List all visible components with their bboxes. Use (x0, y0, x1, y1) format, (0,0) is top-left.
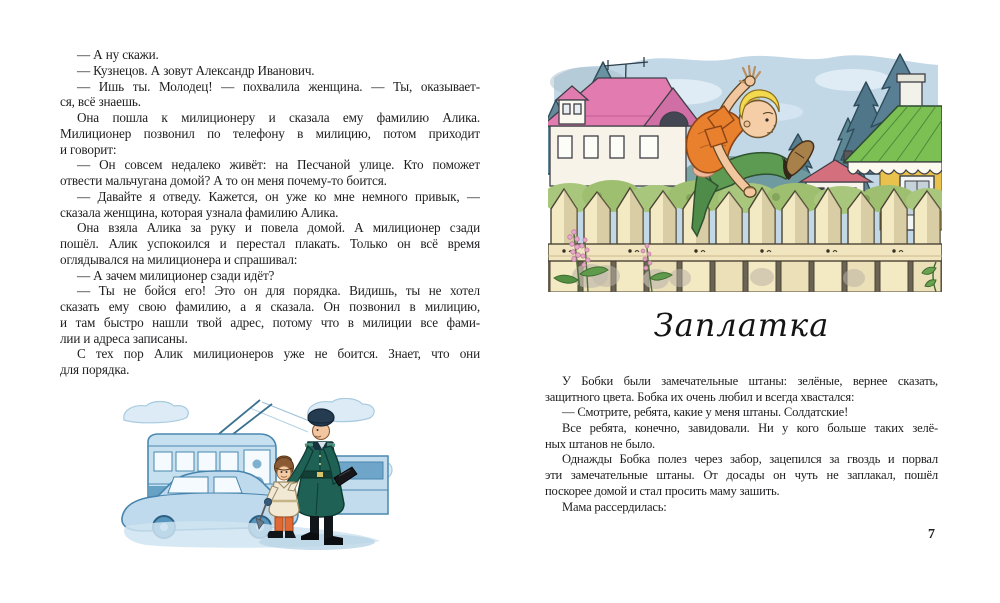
text-line: — Он совсем недалеко живёт: на Песчаной улице. Кто поможет (77, 157, 480, 173)
text-line: — А зачем милиционер сзади идёт? (77, 267, 275, 283)
right-page-text (545, 374, 938, 515)
illustration-boy-on-fence (548, 48, 942, 292)
text-line: ных штанов не было. (545, 436, 655, 451)
text-line: эти замечательные штаны. От досады он чуть не заплакал, пошёл (545, 468, 938, 483)
text-line: Она пошла к милиционеру и сказала ему фамилию Алика. (77, 110, 480, 125)
text-line: Однажды Бобка полез через забор, зацепился за гвоздь и порвал (562, 452, 938, 467)
text-line: и говорит: (60, 141, 117, 157)
text-line: ся, всё знаешь. (60, 94, 141, 110)
text-line: сказала женщина, которая узнала фамилию Алика. (60, 204, 339, 220)
text-line: — Ишь ты. Молодец! — похвалила женщина. — Ты, оказывает- (77, 78, 480, 94)
left-page-text (60, 47, 480, 378)
page-number: 7 (928, 527, 935, 542)
text-line: оглядывался на милиционера и спрашивал: (60, 251, 298, 267)
text-line: — Смотрите, ребята, какие у меня штаны. Солдатские! (562, 405, 849, 420)
text-line: и там быстро нашли твой адрес, потому что в милиции все фами- (60, 314, 480, 330)
policeman (286, 409, 357, 545)
text-line: лии и адреса записаны. (60, 330, 188, 346)
text-line: Она взяла Алика за руку и повела домой. А милиционер сзади (77, 220, 480, 236)
text-line: для порядка. (60, 362, 130, 377)
text-line: защитного цвета. Бобка их очень любил и всегда хвастался: (545, 389, 855, 404)
text-line: С тех пор Алик милиционеров уже не боится. Знает, что они (77, 346, 480, 362)
text-line: — Ты не бойся его! Это он для порядка. Видишь, ты не хотел (77, 283, 480, 299)
text-line: поскорее домой и стал просить маму зашить. (545, 483, 780, 498)
text-line: отвести мальчугана домой? А то он меня почему-то боится. (60, 173, 387, 188)
text-line: — А ну скажи. (77, 47, 159, 62)
road-wash (124, 521, 380, 550)
text-line: пошёл. Алик успокоился и перестал плакать. Только он всё время (60, 236, 480, 251)
text-line: — Кузнецов. А зовут Александр Иванович. (77, 62, 315, 78)
text-line: сказать ему свою фамилию, а я сказала. Он позвонил в милицию, (60, 299, 480, 314)
text-line: Все ребята, конечно, завидовали. Ни у кого больше таких зелё- (562, 421, 938, 436)
text-line: Мама рассердилась: (562, 499, 667, 514)
text-line: — Давайте я отведу. Кажется, он уже ко мне немного привык, — (77, 188, 480, 204)
story-title: Заплатка (653, 306, 830, 344)
illustration-policeman-and-child (112, 398, 394, 555)
text-line: Милиционер позвонил по телефону в милицию, потом приходит (60, 125, 480, 141)
text-line: У Бобки были замечательные штаны: зелёные, вернее сказать, (562, 374, 938, 388)
